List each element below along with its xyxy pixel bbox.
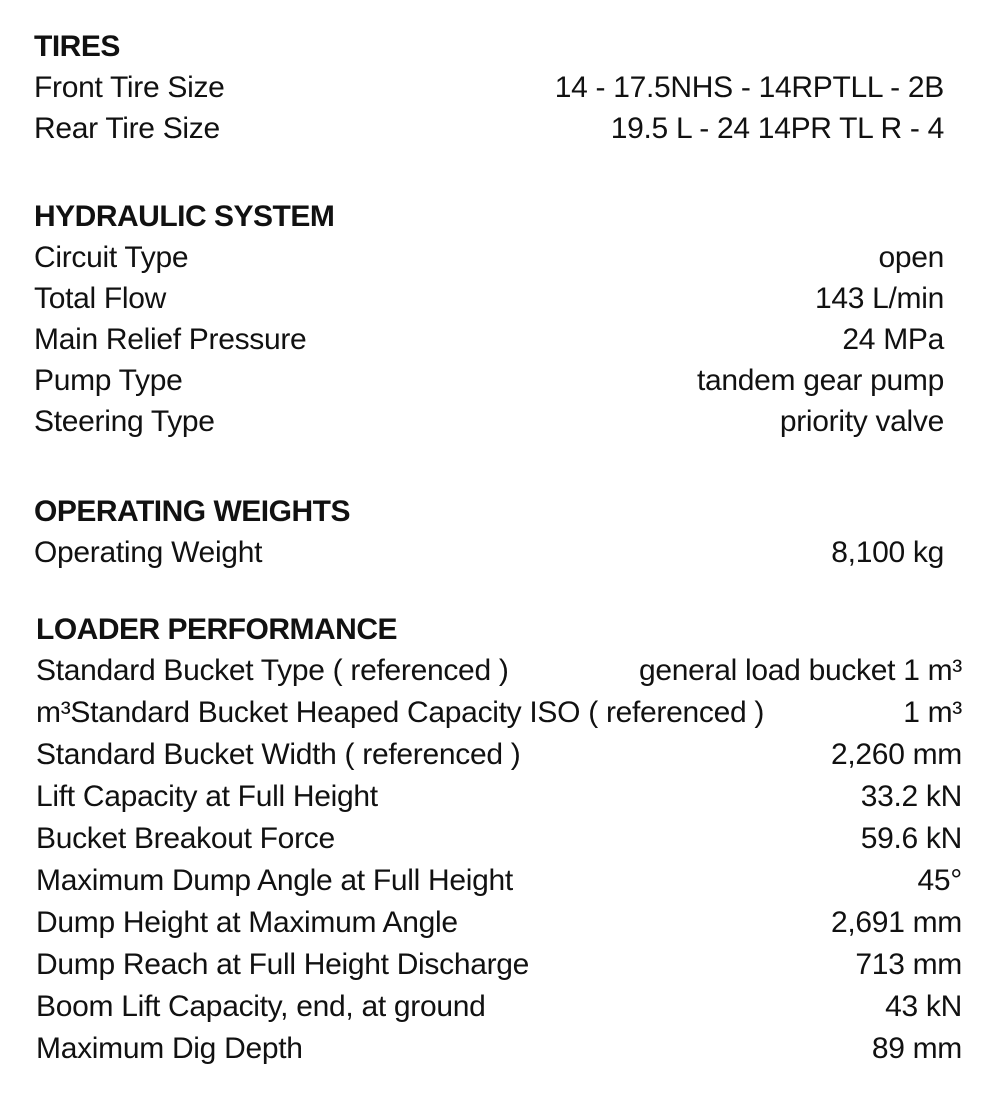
spec-value: priority valve (779, 405, 944, 438)
spec-row (36, 692, 962, 734)
spec-row (34, 401, 944, 442)
spec-label: Front Tire Size (34, 71, 225, 104)
spec-label: Bucket Breakout Force (36, 822, 335, 855)
spec-label: Circuit Type (34, 241, 189, 274)
spec-label: Operating Weight (34, 536, 263, 569)
spec-row (36, 776, 962, 818)
hydraulic-system-section (34, 197, 944, 442)
spec-value: 45° (917, 864, 962, 897)
spec-value: 33.2 kN (860, 780, 962, 813)
loader-performance-section (36, 610, 962, 1070)
section-heading: TIRES (34, 30, 120, 63)
spec-value: 19.5 L - 24 14PR TL R - 4 (610, 112, 944, 145)
spec-row (34, 532, 944, 573)
spec-label: Total Flow (34, 282, 167, 315)
spec-row (36, 818, 962, 860)
tires-section (34, 27, 944, 149)
spec-row (36, 650, 962, 692)
spec-value: 1 m³ (903, 696, 962, 729)
spec-row (36, 860, 962, 902)
spec-value: 713 mm (855, 948, 962, 981)
spec-value: 24 MPa (842, 323, 944, 356)
section-heading: LOADER PERFORMANCE (36, 613, 398, 646)
spec-row (36, 1028, 962, 1070)
spec-label: Lift Capacity at Full Height (36, 780, 378, 813)
operating-weights-section (34, 492, 944, 573)
spec-value: 59.6 kN (860, 822, 962, 855)
spec-label: Maximum Dump Angle at Full Height (36, 864, 513, 897)
spec-value: general load bucket 1 m³ (639, 654, 962, 687)
section-heading: OPERATING WEIGHTS (34, 495, 350, 528)
spec-value: 14 - 17.5NHS - 14RPTLL - 2B (554, 71, 944, 104)
spec-label: Main Relief Pressure (34, 323, 307, 356)
spec-value: 43 kN (885, 990, 962, 1023)
spec-row (36, 734, 962, 776)
spec-label: Standard Bucket Type ( referenced ) (36, 654, 509, 687)
spec-value: tandem gear pump (696, 364, 944, 397)
spec-label: Standard Bucket Width ( referenced ) (36, 738, 521, 771)
spec-value: 2,260 mm (831, 738, 962, 771)
spec-value: open (878, 241, 944, 274)
spec-row (34, 108, 944, 149)
spec-value: 89 mm (871, 1032, 962, 1065)
section-heading: HYDRAULIC SYSTEM (34, 200, 335, 233)
spec-label: Rear Tire Size (34, 112, 220, 145)
spec-row (34, 360, 944, 401)
spec-label: Pump Type (34, 364, 183, 397)
spec-label: Dump Reach at Full Height Discharge (36, 948, 530, 981)
spec-value: 8,100 kg (831, 536, 944, 569)
spec-value: 2,691 mm (831, 906, 962, 939)
spec-row (36, 944, 962, 986)
spec-row (36, 986, 962, 1028)
spec-value: 143 L/min (814, 282, 944, 315)
spec-label: Steering Type (34, 405, 215, 438)
spec-label: Maximum Dig Depth (36, 1032, 303, 1065)
spec-row (36, 902, 962, 944)
spec-label: Dump Height at Maximum Angle (36, 906, 458, 939)
spec-row (34, 67, 944, 108)
spec-label: m³Standard Bucket Heaped Capacity ISO ( referenced ) (36, 696, 765, 729)
spec-row (34, 237, 944, 278)
spec-row (34, 319, 944, 360)
spec-row (34, 278, 944, 319)
spec-label: Boom Lift Capacity, end, at ground (36, 990, 486, 1023)
